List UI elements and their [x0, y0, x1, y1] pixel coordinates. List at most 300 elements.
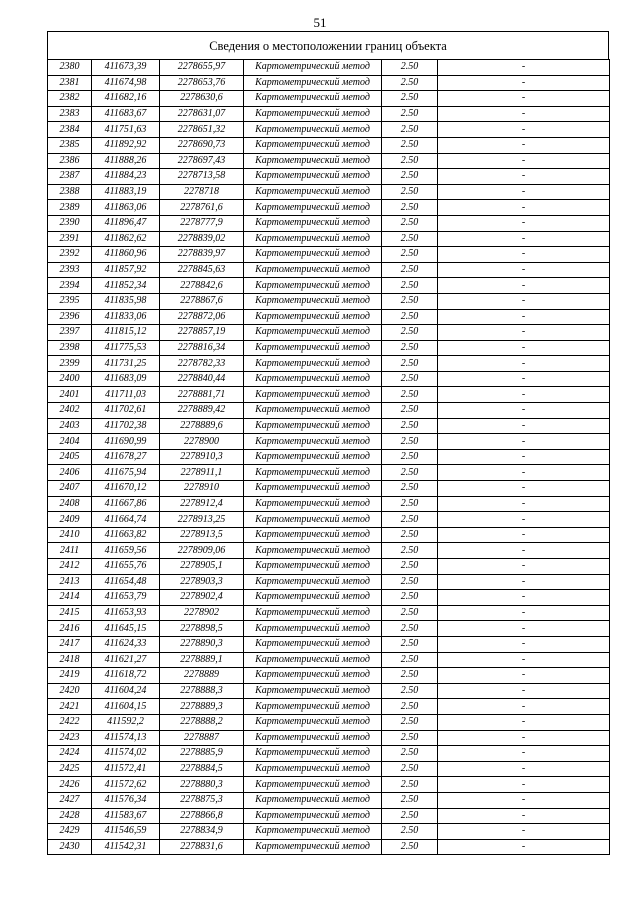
point-number-cell: 2401 — [48, 387, 92, 403]
method-cell: Картометрический метод — [244, 792, 382, 808]
method-cell: Картометрический метод — [244, 293, 382, 309]
method-cell: Картометрический метод — [244, 730, 382, 746]
y-coordinate-cell: 2278845,63 — [160, 262, 244, 278]
description-cell: - — [438, 106, 610, 122]
method-cell: Картометрический метод — [244, 574, 382, 590]
table-row — [48, 387, 610, 403]
point-number-cell: 2398 — [48, 340, 92, 356]
method-cell: Картометрический метод — [244, 824, 382, 840]
y-coordinate-cell: 2278831,6 — [160, 839, 244, 855]
table-row — [48, 434, 610, 450]
y-coordinate-cell: 2278889 — [160, 668, 244, 684]
x-coordinate-cell: 411711,03 — [92, 387, 160, 403]
y-coordinate-cell: 2278816,34 — [160, 340, 244, 356]
table-header-title: Сведения о местоположении границ объекта — [47, 31, 609, 59]
point-number-cell: 2420 — [48, 683, 92, 699]
description-cell: - — [438, 761, 610, 777]
method-cell: Картометрический метод — [244, 434, 382, 450]
description-cell: - — [438, 621, 610, 637]
point-number-cell: 2427 — [48, 792, 92, 808]
precision-cell: 2.50 — [382, 434, 438, 450]
x-coordinate-cell: 411674,98 — [92, 75, 160, 91]
table-row — [48, 527, 610, 543]
method-cell: Картометрический метод — [244, 309, 382, 325]
y-coordinate-cell: 2278913,25 — [160, 512, 244, 528]
y-coordinate-cell: 2278902 — [160, 605, 244, 621]
point-number-cell: 2391 — [48, 231, 92, 247]
description-cell: - — [438, 340, 610, 356]
precision-cell: 2.50 — [382, 106, 438, 122]
y-coordinate-cell: 2278761,6 — [160, 200, 244, 216]
point-number-cell: 2409 — [48, 512, 92, 528]
method-cell: Картометрический метод — [244, 543, 382, 559]
method-cell: Картометрический метод — [244, 418, 382, 434]
y-coordinate-cell: 2278913,5 — [160, 527, 244, 543]
method-cell: Картометрический метод — [244, 122, 382, 138]
precision-cell: 2.50 — [382, 325, 438, 341]
point-number-cell: 2430 — [48, 839, 92, 855]
point-number-cell: 2425 — [48, 761, 92, 777]
method-cell: Картометрический метод — [244, 371, 382, 387]
table-row — [48, 169, 610, 185]
description-cell: - — [438, 824, 610, 840]
table-row — [48, 605, 610, 621]
table-row — [48, 184, 610, 200]
y-coordinate-cell: 2278903,3 — [160, 574, 244, 590]
precision-cell: 2.50 — [382, 356, 438, 372]
table-row — [48, 403, 610, 419]
method-cell: Картометрический метод — [244, 652, 382, 668]
table-row — [48, 247, 610, 263]
description-cell: - — [438, 636, 610, 652]
point-number-cell: 2404 — [48, 434, 92, 450]
description-cell: - — [438, 449, 610, 465]
x-coordinate-cell: 411576,34 — [92, 792, 160, 808]
point-number-cell: 2395 — [48, 293, 92, 309]
x-coordinate-cell: 411852,34 — [92, 278, 160, 294]
table-row — [48, 293, 610, 309]
precision-cell: 2.50 — [382, 746, 438, 762]
x-coordinate-cell: 411884,23 — [92, 169, 160, 185]
precision-cell: 2.50 — [382, 75, 438, 91]
x-coordinate-cell: 411683,67 — [92, 106, 160, 122]
method-cell: Картометрический метод — [244, 184, 382, 200]
x-coordinate-cell: 411654,48 — [92, 574, 160, 590]
point-number-cell: 2405 — [48, 449, 92, 465]
precision-cell: 2.50 — [382, 184, 438, 200]
table-row — [48, 215, 610, 231]
method-cell: Картометрический метод — [244, 200, 382, 216]
table-row — [48, 481, 610, 497]
table-row — [48, 574, 610, 590]
table-row — [48, 278, 610, 294]
precision-cell: 2.50 — [382, 652, 438, 668]
y-coordinate-cell: 2278900 — [160, 434, 244, 450]
table-row — [48, 153, 610, 169]
description-cell: - — [438, 839, 610, 855]
precision-cell: 2.50 — [382, 512, 438, 528]
table-row — [48, 356, 610, 372]
precision-cell: 2.50 — [382, 60, 438, 76]
x-coordinate-cell: 411892,92 — [92, 137, 160, 153]
point-number-cell: 2416 — [48, 621, 92, 637]
method-cell: Картометрический метод — [244, 714, 382, 730]
method-cell: Картометрический метод — [244, 512, 382, 528]
precision-cell: 2.50 — [382, 449, 438, 465]
method-cell: Картометрический метод — [244, 481, 382, 497]
description-cell: - — [438, 481, 610, 497]
description-cell: - — [438, 231, 610, 247]
precision-cell: 2.50 — [382, 559, 438, 575]
method-cell: Картометрический метод — [244, 746, 382, 762]
table-row — [48, 465, 610, 481]
precision-cell: 2.50 — [382, 496, 438, 512]
y-coordinate-cell: 2278782,33 — [160, 356, 244, 372]
method-cell: Картометрический метод — [244, 683, 382, 699]
point-number-cell: 2421 — [48, 699, 92, 715]
x-coordinate-cell: 411815,12 — [92, 325, 160, 341]
precision-cell: 2.50 — [382, 403, 438, 419]
x-coordinate-cell: 411702,61 — [92, 403, 160, 419]
precision-cell: 2.50 — [382, 340, 438, 356]
point-number-cell: 2411 — [48, 543, 92, 559]
point-number-cell: 2418 — [48, 652, 92, 668]
description-cell: - — [438, 247, 610, 263]
point-number-cell: 2410 — [48, 527, 92, 543]
description-cell: - — [438, 746, 610, 762]
table-row — [48, 714, 610, 730]
y-coordinate-cell: 2278866,8 — [160, 808, 244, 824]
table-row — [48, 668, 610, 684]
method-cell: Картометрический метод — [244, 387, 382, 403]
point-number-cell: 2403 — [48, 418, 92, 434]
y-coordinate-cell: 2278889,3 — [160, 699, 244, 715]
y-coordinate-cell: 2278905,1 — [160, 559, 244, 575]
y-coordinate-cell: 2278881,71 — [160, 387, 244, 403]
x-coordinate-cell: 411896,47 — [92, 215, 160, 231]
x-coordinate-cell: 411678,27 — [92, 449, 160, 465]
precision-cell: 2.50 — [382, 309, 438, 325]
table-row — [48, 309, 610, 325]
page-number: 51 — [313, 15, 327, 30]
method-cell: Картометрический метод — [244, 75, 382, 91]
x-coordinate-cell: 411667,86 — [92, 496, 160, 512]
point-number-cell: 2408 — [48, 496, 92, 512]
table-row — [48, 683, 610, 699]
description-cell: - — [438, 543, 610, 559]
x-coordinate-cell: 411702,38 — [92, 418, 160, 434]
description-cell: - — [438, 60, 610, 76]
y-coordinate-cell: 2278653,76 — [160, 75, 244, 91]
table-row — [48, 839, 610, 855]
y-coordinate-cell: 2278834,9 — [160, 824, 244, 840]
method-cell: Картометрический метод — [244, 169, 382, 185]
precision-cell: 2.50 — [382, 668, 438, 684]
precision-cell: 2.50 — [382, 761, 438, 777]
precision-cell: 2.50 — [382, 481, 438, 497]
table-row — [48, 761, 610, 777]
description-cell: - — [438, 465, 610, 481]
method-cell: Картометрический метод — [244, 403, 382, 419]
y-coordinate-cell: 2278697,43 — [160, 153, 244, 169]
description-cell: - — [438, 184, 610, 200]
method-cell: Картометрический метод — [244, 340, 382, 356]
x-coordinate-cell: 411659,56 — [92, 543, 160, 559]
description-cell: - — [438, 777, 610, 793]
point-number-cell: 2428 — [48, 808, 92, 824]
point-number-cell: 2402 — [48, 403, 92, 419]
table-row — [48, 559, 610, 575]
x-coordinate-cell: 411604,15 — [92, 699, 160, 715]
point-number-cell: 2429 — [48, 824, 92, 840]
y-coordinate-cell: 2278885,9 — [160, 746, 244, 762]
precision-cell: 2.50 — [382, 699, 438, 715]
x-coordinate-cell: 411775,53 — [92, 340, 160, 356]
x-coordinate-cell: 411653,79 — [92, 590, 160, 606]
x-coordinate-cell: 411833,06 — [92, 309, 160, 325]
point-number-cell: 2394 — [48, 278, 92, 294]
description-cell: - — [438, 403, 610, 419]
point-number-cell: 2423 — [48, 730, 92, 746]
table-row — [48, 371, 610, 387]
y-coordinate-cell: 2278718 — [160, 184, 244, 200]
precision-cell: 2.50 — [382, 839, 438, 855]
point-number-cell: 2389 — [48, 200, 92, 216]
table-row — [48, 449, 610, 465]
table-row — [48, 636, 610, 652]
x-coordinate-cell: 411731,25 — [92, 356, 160, 372]
x-coordinate-cell: 411653,93 — [92, 605, 160, 621]
x-coordinate-cell: 411860,96 — [92, 247, 160, 263]
point-number-cell: 2393 — [48, 262, 92, 278]
method-cell: Картометрический метод — [244, 262, 382, 278]
y-coordinate-cell: 2278651,32 — [160, 122, 244, 138]
point-number-cell: 2382 — [48, 91, 92, 107]
point-number-cell: 2385 — [48, 137, 92, 153]
precision-cell: 2.50 — [382, 169, 438, 185]
description-cell: - — [438, 590, 610, 606]
point-number-cell: 2413 — [48, 574, 92, 590]
y-coordinate-cell: 2278909,06 — [160, 543, 244, 559]
x-coordinate-cell: 411683,09 — [92, 371, 160, 387]
table-row — [48, 200, 610, 216]
point-number-cell: 2407 — [48, 481, 92, 497]
y-coordinate-cell: 2278911,1 — [160, 465, 244, 481]
method-cell: Картометрический метод — [244, 449, 382, 465]
method-cell: Картометрический метод — [244, 761, 382, 777]
y-coordinate-cell: 2278630,6 — [160, 91, 244, 107]
x-coordinate-cell: 411862,62 — [92, 231, 160, 247]
method-cell: Картометрический метод — [244, 91, 382, 107]
table-row — [48, 590, 610, 606]
method-cell: Картометрический метод — [244, 60, 382, 76]
y-coordinate-cell: 2278888,2 — [160, 714, 244, 730]
precision-cell: 2.50 — [382, 200, 438, 216]
table-row — [48, 496, 610, 512]
x-coordinate-cell: 411572,41 — [92, 761, 160, 777]
table-row — [48, 60, 610, 76]
precision-cell: 2.50 — [382, 418, 438, 434]
description-cell: - — [438, 605, 610, 621]
x-coordinate-cell: 411751,63 — [92, 122, 160, 138]
x-coordinate-cell: 411682,16 — [92, 91, 160, 107]
method-cell: Картометрический метод — [244, 231, 382, 247]
description-cell: - — [438, 652, 610, 668]
y-coordinate-cell: 2278857,19 — [160, 325, 244, 341]
x-coordinate-cell: 411857,92 — [92, 262, 160, 278]
x-coordinate-cell: 411673,39 — [92, 60, 160, 76]
y-coordinate-cell: 2278875,3 — [160, 792, 244, 808]
precision-cell: 2.50 — [382, 590, 438, 606]
description-cell: - — [438, 512, 610, 528]
point-number-cell: 2415 — [48, 605, 92, 621]
description-cell: - — [438, 683, 610, 699]
x-coordinate-cell: 411618,72 — [92, 668, 160, 684]
y-coordinate-cell: 2278690,73 — [160, 137, 244, 153]
x-coordinate-cell: 411883,19 — [92, 184, 160, 200]
y-coordinate-cell: 2278655,97 — [160, 60, 244, 76]
y-coordinate-cell: 2278890,3 — [160, 636, 244, 652]
table-row — [48, 106, 610, 122]
method-cell: Картометрический метод — [244, 668, 382, 684]
precision-cell: 2.50 — [382, 215, 438, 231]
point-number-cell: 2388 — [48, 184, 92, 200]
table-row — [48, 137, 610, 153]
x-coordinate-cell: 411664,74 — [92, 512, 160, 528]
description-cell: - — [438, 153, 610, 169]
y-coordinate-cell: 2278839,02 — [160, 231, 244, 247]
precision-cell: 2.50 — [382, 574, 438, 590]
point-number-cell: 2422 — [48, 714, 92, 730]
description-cell: - — [438, 792, 610, 808]
y-coordinate-cell: 2278777,9 — [160, 215, 244, 231]
description-cell: - — [438, 714, 610, 730]
point-number-cell: 2397 — [48, 325, 92, 341]
method-cell: Картометрический метод — [244, 153, 382, 169]
table-row — [48, 340, 610, 356]
method-cell: Картометрический метод — [244, 621, 382, 637]
description-cell: - — [438, 668, 610, 684]
x-coordinate-cell: 411574,13 — [92, 730, 160, 746]
precision-cell: 2.50 — [382, 153, 438, 169]
y-coordinate-cell: 2278872,06 — [160, 309, 244, 325]
precision-cell: 2.50 — [382, 247, 438, 263]
x-coordinate-cell: 411888,26 — [92, 153, 160, 169]
description-cell: - — [438, 699, 610, 715]
y-coordinate-cell: 2278839,97 — [160, 247, 244, 263]
x-coordinate-cell: 411835,98 — [92, 293, 160, 309]
y-coordinate-cell: 2278910,3 — [160, 449, 244, 465]
description-cell: - — [438, 496, 610, 512]
y-coordinate-cell: 2278842,6 — [160, 278, 244, 294]
y-coordinate-cell: 2278631,07 — [160, 106, 244, 122]
method-cell: Картометрический метод — [244, 699, 382, 715]
precision-cell: 2.50 — [382, 231, 438, 247]
precision-cell: 2.50 — [382, 792, 438, 808]
table-row — [48, 824, 610, 840]
point-number-cell: 2390 — [48, 215, 92, 231]
table-row — [48, 699, 610, 715]
precision-cell: 2.50 — [382, 122, 438, 138]
method-cell: Картометрический метод — [244, 247, 382, 263]
method-cell: Картометрический метод — [244, 496, 382, 512]
y-coordinate-cell: 2278910 — [160, 481, 244, 497]
y-coordinate-cell: 2278898,5 — [160, 621, 244, 637]
x-coordinate-cell: 411572,62 — [92, 777, 160, 793]
point-number-cell: 2424 — [48, 746, 92, 762]
coordinates-table — [47, 59, 610, 855]
point-number-cell: 2386 — [48, 153, 92, 169]
precision-cell: 2.50 — [382, 730, 438, 746]
y-coordinate-cell: 2278889,42 — [160, 403, 244, 419]
precision-cell: 2.50 — [382, 714, 438, 730]
table-row — [48, 262, 610, 278]
precision-cell: 2.50 — [382, 262, 438, 278]
precision-cell: 2.50 — [382, 278, 438, 294]
precision-cell: 2.50 — [382, 605, 438, 621]
table-row — [48, 325, 610, 341]
point-number-cell: 2419 — [48, 668, 92, 684]
precision-cell: 2.50 — [382, 91, 438, 107]
method-cell: Картометрический метод — [244, 839, 382, 855]
x-coordinate-cell: 411583,67 — [92, 808, 160, 824]
x-coordinate-cell: 411604,24 — [92, 683, 160, 699]
table-row — [48, 621, 610, 637]
description-cell: - — [438, 356, 610, 372]
precision-cell: 2.50 — [382, 621, 438, 637]
method-cell: Картометрический метод — [244, 278, 382, 294]
method-cell: Картометрический метод — [244, 590, 382, 606]
description-cell: - — [438, 387, 610, 403]
boundary-table-sheet — [47, 31, 609, 855]
precision-cell: 2.50 — [382, 387, 438, 403]
method-cell: Картометрический метод — [244, 559, 382, 575]
description-cell: - — [438, 75, 610, 91]
description-cell: - — [438, 200, 610, 216]
table-row — [48, 808, 610, 824]
x-coordinate-cell: 411655,76 — [92, 559, 160, 575]
table-row — [48, 512, 610, 528]
description-cell: - — [438, 527, 610, 543]
description-cell: - — [438, 309, 610, 325]
method-cell: Картометрический метод — [244, 106, 382, 122]
description-cell: - — [438, 278, 610, 294]
y-coordinate-cell: 2278902,4 — [160, 590, 244, 606]
point-number-cell: 2417 — [48, 636, 92, 652]
x-coordinate-cell: 411574,02 — [92, 746, 160, 762]
x-coordinate-cell: 411690,99 — [92, 434, 160, 450]
x-coordinate-cell: 411542,31 — [92, 839, 160, 855]
description-cell: - — [438, 418, 610, 434]
point-number-cell: 2426 — [48, 777, 92, 793]
x-coordinate-cell: 411624,33 — [92, 636, 160, 652]
method-cell: Картометрический метод — [244, 465, 382, 481]
y-coordinate-cell: 2278888,3 — [160, 683, 244, 699]
point-number-cell: 2392 — [48, 247, 92, 263]
y-coordinate-cell: 2278880,3 — [160, 777, 244, 793]
x-coordinate-cell: 411863,06 — [92, 200, 160, 216]
precision-cell: 2.50 — [382, 808, 438, 824]
description-cell: - — [438, 215, 610, 231]
table-row — [48, 122, 610, 138]
description-cell: - — [438, 559, 610, 575]
table-row — [48, 418, 610, 434]
description-cell: - — [438, 325, 610, 341]
y-coordinate-cell: 2278912,4 — [160, 496, 244, 512]
y-coordinate-cell: 2278840,44 — [160, 371, 244, 387]
x-coordinate-cell: 411621,27 — [92, 652, 160, 668]
y-coordinate-cell: 2278889,6 — [160, 418, 244, 434]
